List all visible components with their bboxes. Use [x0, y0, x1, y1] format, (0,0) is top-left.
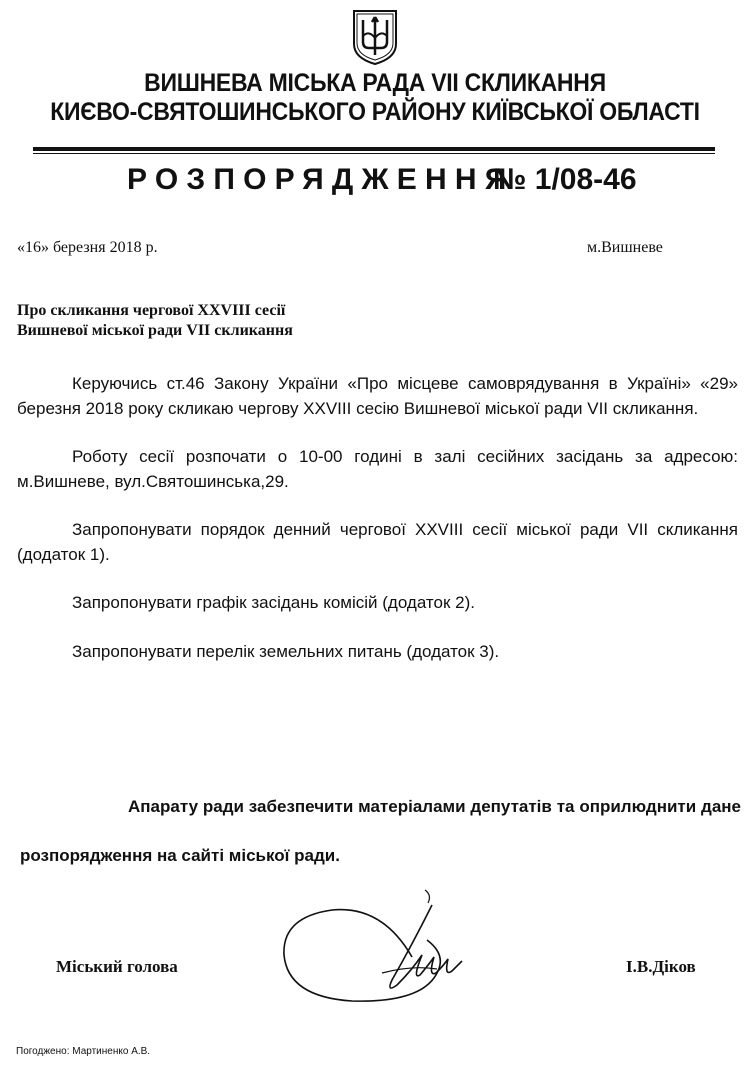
order-date: «16» березня 2018 р. [17, 239, 158, 256]
council-name-line1: ВИШНЕВА МІСЬКА РАДА VII СКЛИКАННЯ [144, 69, 606, 97]
body-paragraph: Керуючись ст.46 Закону України «Про місцеве самоврядування в Україні» «29» березня 2018 року скликаю чергову XXVIII сесію Вишневої міської ради VII скликання. [17, 374, 738, 418]
handwritten-signature-icon [262, 885, 502, 1015]
signatory-position: Міський голова [56, 957, 178, 976]
order-number: № 1/08-46 [493, 163, 637, 196]
header-rule-thick [33, 147, 715, 151]
subject-line: Вишневої міської ради VII скликання [17, 322, 293, 339]
subject-line: Про скликання чергової XXVIII сесії [17, 302, 286, 319]
body-paragraph: Роботу сесії розпочати о 10-00 годині в залі сесійних засідань за адресою: м.Вишневе, вул.Святошинська,29. [17, 447, 738, 491]
signatory-name: І.В.Діков [626, 957, 696, 976]
approval-note: Погоджено: Мартиненко А.В. [16, 1046, 151, 1057]
trident-coat-of-arms-icon [351, 8, 399, 66]
order-place: м.Вишневе [587, 239, 663, 256]
council-name-line2: КИЄВО-СВЯТОШИНСЬКОГО РАЙОНУ КИЇВСЬКОЇ ОБЛАСТІ [50, 98, 700, 126]
body-paragraph: Запропонувати порядок денний чергової XXVIII сесії міської ради VII скликання (додаток 1). [17, 520, 738, 564]
order-body [17, 372, 738, 688]
order-title: РОЗПОРЯДЖЕННЯ [127, 163, 515, 196]
body-paragraph: Запропонувати графік засідань комісій (додаток 2). [72, 593, 475, 612]
order-subject [17, 301, 377, 341]
header-rule-thin [33, 153, 715, 154]
emphasis-instruction: Апарату ради забезпечити матеріалами депутатів та оприлюднити дане розпорядження на сайті міської ради. [20, 797, 741, 865]
body-paragraph: Запропонувати перелік земельних питань (додаток 3). [72, 641, 500, 661]
